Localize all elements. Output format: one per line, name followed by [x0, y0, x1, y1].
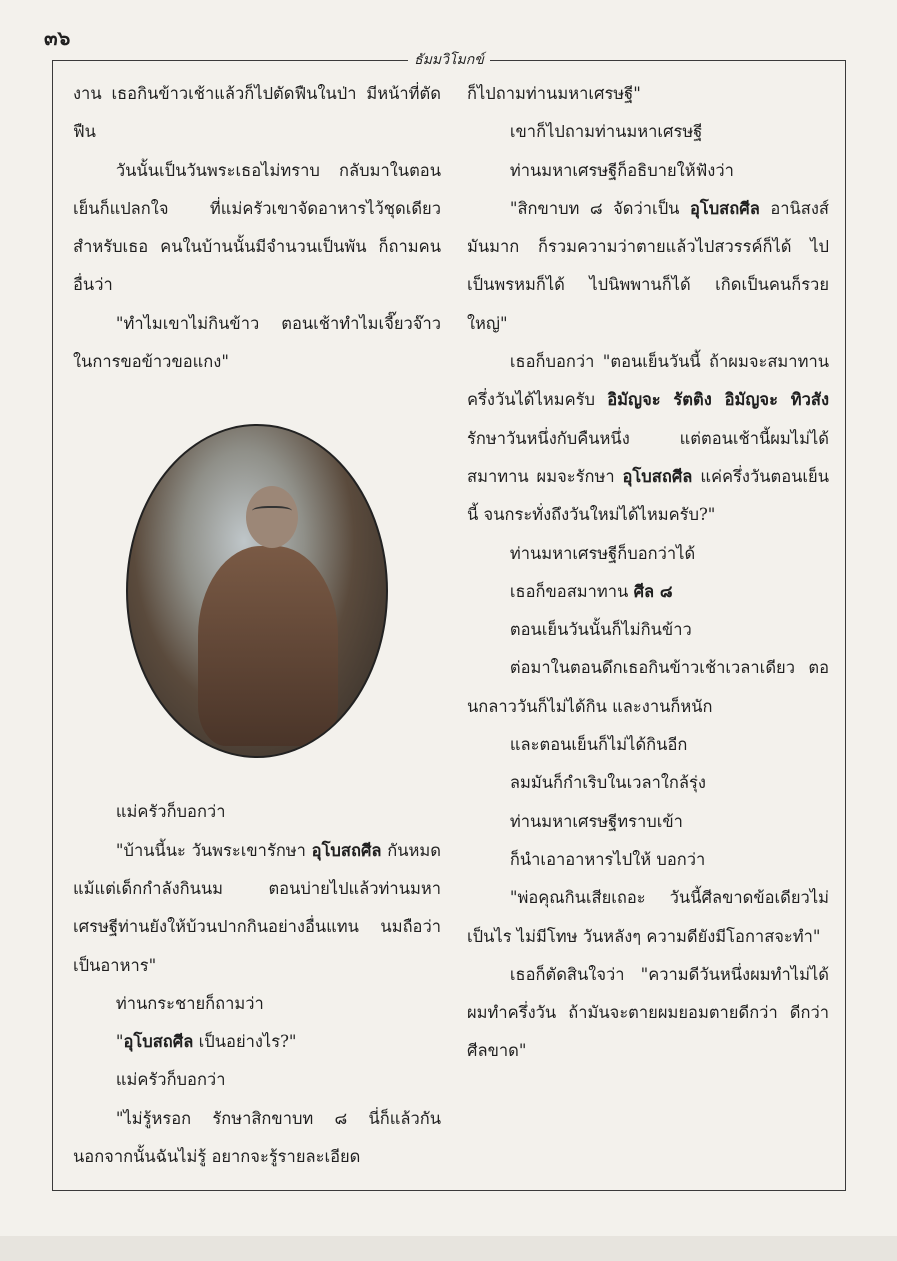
- paragraph: ท่านมหาเศรษฐีก็อธิบายให้ฟังว่า: [509, 160, 734, 180]
- paragraph: วันนั้นเป็นวันพระเธอไม่ทราบ กลับมาในตอนเย็นก็แปลกใจ ที่แม่ครัวเขาจัดอาหารไว้ชุดเดียวสำหรับเธอ คนในบ้านนั้นมีจำนวนเป็นพัน ก็ถามคนอื่นว่า: [73, 160, 441, 295]
- paragraph: แม่ครัวก็บอกว่า: [115, 802, 226, 822]
- paragraph: "ทำไมเขาไม่กินข้าว ตอนเช้าทำไมเจี๊ยวจ๊าวในการขอข้าวขอแกง": [73, 313, 441, 372]
- scan-bottom-edge: [0, 1236, 897, 1261]
- left-column: [73, 75, 441, 1176]
- robe-shape: [198, 546, 338, 746]
- glasses-shape: [252, 506, 292, 518]
- paragraph: เขาก็ไปถามท่านมหาเศรษฐี: [509, 122, 703, 142]
- paragraph: "บ้านนี้นะ วันพระเขารักษา อุโบสถศีล กันหมด แม้แต่เด็กกำลังกินนม ตอนบ่ายไปแล้วท่านมหาเศรษฐีท่านยังให้บ้วนปากกินอย่างอื่นแทน นมถือว่าเป็นอาหาร": [73, 840, 442, 975]
- paragraph: ท่านมหาเศรษฐีทราบเข้า: [509, 811, 683, 831]
- left-column-top-text: [73, 75, 441, 381]
- paragraph: "สิกขาบท ๘ จัดว่าเป็น อุโบสถศีล อานิสงส์มันมาก ก็รวมความว่าตายแล้วไปสวรรค์ก็ได้ ไปเป็นพรหมก็ได้ ไปนิพพานก็ได้ เกิดเป็นคนก็รวยใหญ่": [467, 198, 829, 333]
- paragraph: เธอก็บอกว่า "ตอนเย็นวันนี้ ถ้าผมจะสมาทานครึ่งวันได้ไหมครับ อิมัญจะ รัตติง อิมัญจะ ทิวสัง รักษาวันหนึ่งกับคืนหนึ่ง แต่ตอนเช้านี้ผมไม่ได้สมาทาน ผมจะรักษา อุโบสถศีล แค่ครึ่งวันตอนเย็นนี้ จนกระทั่งถึงวันใหม่ได้ไหมครับ?": [467, 352, 830, 525]
- running-head-text: ธัมมวิโมกข์: [408, 52, 490, 68]
- paragraph: ตอนเย็นวันนั้นก็ไม่กินข้าว: [509, 620, 692, 640]
- left-column-bottom-text: [73, 793, 441, 1176]
- paragraph: เธอก็ขอสมาทาน ศีล ๘: [509, 581, 673, 601]
- paragraph: ท่านกระชายก็ถามว่า: [115, 993, 264, 1013]
- paragraph: ท่านมหาเศรษฐีก็บอกว่าได้: [509, 543, 696, 563]
- paragraph: และตอนเย็นก็ไม่ได้กินอีก: [509, 735, 688, 755]
- paragraph: "ไม่รู้หรอก รักษาสิกขาบท ๘ นี่ก็แล้วกัน นอกจากนั้นฉันไม่รู้ อยากจะรู้รายละเอียด: [73, 1108, 441, 1167]
- page-frame: [52, 52, 846, 1191]
- right-column: [467, 75, 829, 1071]
- paragraph: แม่ครัวก็บอกว่า: [115, 1070, 226, 1090]
- paragraph: งาน เธอกินข้าวเช้าแล้วก็ไปตัดฟืนในป่า มีหน้าที่ตัดฟืน: [73, 84, 441, 142]
- photo-container: [73, 411, 441, 771]
- monk-portrait-photo: [126, 424, 388, 758]
- paragraph: ลมมันก็กำเริบในเวลาใกล้รุ่ง: [509, 773, 706, 793]
- running-head: [53, 49, 845, 71]
- page-number: ๓๖: [44, 26, 71, 50]
- paragraph: "อุโบสถศีล เป็นอย่างไร?": [115, 1032, 297, 1052]
- paragraph: เธอก็ตัดสินใจว่า "ความดีวันหนึ่งผมทำไม่ได้ ผมทำครึ่งวัน ถ้ามันจะตายผมยอมตายดีกว่า ดีกว่าศีลขาด": [467, 964, 829, 1061]
- paragraph: ก็นำเอาอาหารไปให้ บอกว่า: [509, 849, 706, 869]
- paragraph: ก็ไปถามท่านมหาเศรษฐี": [467, 84, 641, 103]
- paragraph: "พ่อคุณกินเสียเถอะ วันนี้ศีลขาดข้อเดียวไม่เป็นไร ไม่มีโทษ วันหลังๆ ความดียังมีโอกาสจะทำ": [467, 888, 829, 946]
- paragraph: ต่อมาในตอนดึกเธอกินข้าวเช้าเวลาเดียว ตอนกลาววันก็ไม่ได้กิน และงานก็หนัก: [467, 658, 829, 716]
